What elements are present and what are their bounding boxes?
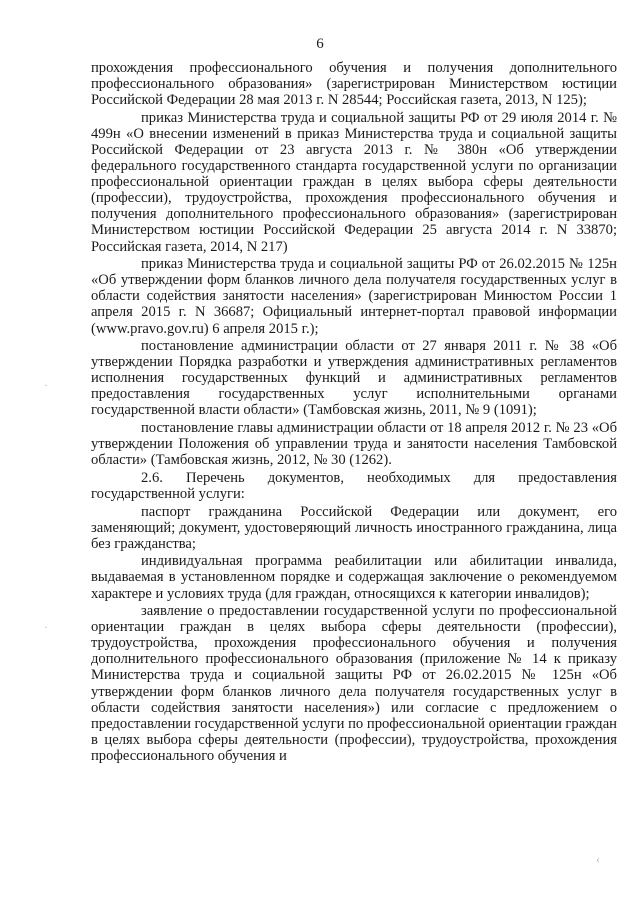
scan-speck: ‹ [596,852,600,866]
scan-speck: · [44,378,48,392]
paragraph: паспорт гражданина Российской Федерации или документ, его заменяющий; документ, удостоверяющий личность иностранного гражданина, лица без гражданства; [91,503,617,552]
section-heading: 2.6. Перечень документов, необходимых для предоставления государственной услуги: [91,469,617,502]
paragraph: постановление главы администрации области от 18 апреля 2012 г. № 23 «Об утверждении Положения об управлении труда и занятости населения Тамбовской области» (Тамбовская жизнь, 2012, № 30 (1262). [91,420,617,469]
paragraph: прохождения профессионального обучения и получения дополнительного профессионального образования» (зарегистрирован Министерством юстиции Российской Федерации 28 мая 2013 г. N 28544; Российская газета, 2013, N 125); [91,60,617,109]
paragraph: приказ Министерства труда и социальной защиты РФ от 29 июля 2014 г. № 499н «О внесении изменений в приказ Министерства труда и социальной защиты Российской Федерации от 23 августа 2013 г. № 380н «Об утверждении федерального государственного стандарта государственной услуги по организации профессиональной ориентации граждан в целях выбора сферы деятельности (профессии), трудоустройства, прохождения профессионального обучения и получения дополнительного профессионального образования» (зарегистрирован Министерством юстиции Российской Федерации 25 августа 2014 г. N 33870; Российская газета, 2014, N 217) [91,109,617,255]
document-body [91,60,617,766]
page-number: 6 [316,36,324,52]
paragraph: приказ Министерства труда и социальной защиты РФ от 26.02.2015 № 125н «Об утверждении форм бланков личного дела получателя государственных услуг в области содействия занятости населения» (зарегистрирован Минюстом России 1 апреля 2015 г. N 36687; Официальный интернет-портал правовой информации (www.pravo.gov.ru) 6 апреля 2015 г.); [91,256,617,337]
paragraph: заявление о предоставлении государственной услуги по профессиональной ориентации граждан в целях выбора сферы деятельности (профессии), трудоустройства, прохождения профессионального обучения и получения дополнительного профессионального образования (приложение № 14 к приказу Министерства труда и социальной защиты РФ от 26.02.2015 № 125н «Об утверждении форм бланков личного дела получателя государственных услуг в области содействия занятости населения») или согласие с предложением о предоставлении государственной услуги по профессиональной ориентации граждан в целях выбора сферы деятельности (профессии), трудоустройства, прохождения профессионального обучения и [91,603,617,764]
paragraph: индивидуальная программа реабилитации или абилитации инвалида, выдаваемая в установленном порядке и содержащая заключение о рекомендуемом характере и условиях труда (для граждан, относящихся к категории инвалидов); [91,553,617,602]
paragraph: постановление администрации области от 27 января 2011 г. № 38 «Об утверждении Порядка разработки и утверждения административных регламентов исполнения государственных функций и административных регламентов предоставления государственных услуг исполнительными органами государственной власти области» (Тамбовская жизнь, 2011, № 9 (1091); [91,338,617,419]
scan-speck: · [44,620,48,634]
